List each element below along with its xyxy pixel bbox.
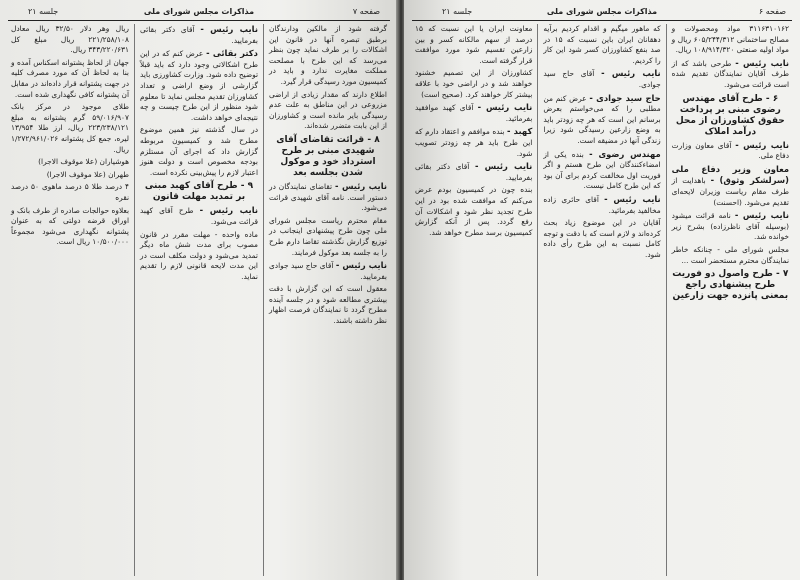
paragraph-text: معقول است که این گزارش با دقت بیشتری مطالعه شود و در جلسه آینده مطرح گردد تا نمایندگان فرصت اظهار نظر داشته باشند. [269,284,387,326]
paragraph [543,93,660,147]
paragraph [269,284,387,326]
speaker-name: نایب رئیس - [199,205,258,216]
paragraph-text: بعلاوه حوالجات صادره از طرف بانک و اوراق قرضه دولتی که به عنوان پشتوانه نگهداری می‌شود مجموعاً ۱۰/۵۰۰/۰۰۰ ریال است. [11,205,129,247]
paragraph [672,24,789,56]
paragraph [415,126,532,159]
paragraph-text: طرحی باشد که از طرف آقایان نمایندگان تقدیم شده است قرائت می‌شود. [671,58,789,89]
page-number: صفحه ۷ [352,7,380,16]
speaker-name: کهبد - [507,126,533,137]
paragraph-text: ۴ درصد طلا ۵ درصد ماهوی ۵۰ درصد نقره [11,182,129,202]
paragraph-text: آقای حاج سید جوادی. [543,69,661,89]
paragraph [11,24,129,56]
right-page [404,0,800,580]
speaker-name: نایب رئیس - [477,102,533,113]
left-page-header [8,6,390,21]
paragraph [672,164,789,208]
paragraph-text: بنده موافقم و اعتقاد دارم که این طرح باید هر چه زودتر تصویب شود. [415,127,533,158]
paragraph-text: جهان از لحاظ پشتوانه اسکناس آمده و بنا به لحاظ آن که مورد مصرف کلیه در جهت پشتوانه قرار داده‌اند در مقابل آن پشتوانه کافی نگهداری شده است. [11,57,129,99]
paragraph-text: بنده یکی از امضاءکنندگان این طرح هستم و اگر فوریت اول مخالفت کردم برای آن بود که این طرح کامل نیست. [543,149,661,191]
paragraph [415,102,532,124]
paragraph [11,182,129,203]
speaker-name: نایب رئیس - [474,161,533,172]
paragraph [140,125,258,178]
running-title: مذاکرات مجلس شورای ملی [143,7,255,16]
speaker-name: نایب رئیس - [335,260,387,271]
paragraph-text: اطلاع دارند که مقدار زیادی از اراضی مزروعی در این مناطق به علت عدم رسیدگی بایر مانده است و کشاورزان از این بابت متضرر شده‌اند. [269,89,387,131]
paragraph-text: تقاضای نمایندگان در دستور است. نامه آقای شهیدی قرائت می‌شود. [269,181,387,213]
paragraph [269,24,387,88]
paragraph [11,102,129,155]
paragraph-text: آقای حائری زاده مخالفید بفرمائید. [543,194,661,215]
paragraph-text: معاونت ایران یا این نسبت که ۱۵ درصد از سهم مالکانه کسر و بین زارعین تقسیم شود مورد موافقت قرار گرفته است. [415,24,533,65]
speaker-name: نایب رئیس - [604,193,661,204]
text-column [666,24,794,576]
paragraph-text: عرض کنم که در این طرح اشکالاتی وجود دارد که باید قبلاً توضیح داده شود. وزارت کشاورزی باید گزارشی از وضع اراضی و تعداد کشاورزان تقدیم مجلس نماید تا معلوم شود منظور از این طرح چیست و چه نتیجه‌ای خواهد داشت. [140,49,258,122]
paragraph [543,149,660,192]
text-column [134,24,263,576]
speaker-name: مهندس رضوی - [589,148,661,159]
paragraph [672,58,789,91]
paragraph-text: طلای موجود در مرکز بانک ۵۹/۰۱۶/۹۰۷ گرم پشتوانه به مبلغ ۲۲۳/۲۳۸/۱۲۱ ریال، ارز طلا ۱۳/۹۵۴ لیره، جمع کل پشتوانه ۱/۲۷۲/۹۶۱/۰۲۶ ریال. [11,102,129,154]
paragraph-text: ماده واحده - مهلت مقرر در قانون مصوب برای مدت شش ماه دیگر تمدید می‌شود و دولت مکلف است در این مدت لایحه قانونی لازم را تقدیم نماید. [140,229,258,281]
paragraph-text: بنده چون در کمیسیون بودم عرض می‌کنم که موافقت شده بود در این طرح تجدید نظر شود و اشکالات آن رفع گردد. پس از آنکه گزارش کمیسیون برسد مطرح خواهد شد. [415,185,533,237]
paragraph-text: که ماهور میگیم و اقدام کردیم برآیه دهقانان ایران باین نسبت که ۱۵ در صد بنفع کشاورزان کسر شود این کار را کردیم. [543,24,661,65]
paragraph [543,68,660,90]
paragraph-text: آقای حاج سید جوادی بفرمایید. [269,261,387,281]
speaker-name: دکتر بقائی - [206,48,258,59]
paragraph [415,161,532,183]
speaker-name: نایب رئیس - [735,57,789,68]
paragraph [672,245,789,266]
session-number: جلسه ۲۱ [28,7,59,16]
session-number: جلسه ۲۱ [442,7,473,16]
section-heading: ۷ - طرح واصول دو فوریت طرح پیشنهادی راجع بمعنی پانزده جهت زارعین [672,269,789,302]
right-columns [410,24,794,576]
paragraph [269,181,387,214]
text-column [410,24,537,576]
speaker-name: نایب رئیس - [734,210,789,221]
paragraph [415,68,532,100]
paragraph-text: مقام محترم ریاست مجلس شورای ملی چون طرح پیشنهادی اینجانب در توزیع گزارش نگذشته تقاضا دارم طرح را به جلسه بعد موکول فرمایند. [269,215,387,257]
paragraph [415,24,532,66]
speaker-name: معاون وزیر دفاع ملی (سرلشکر وثوق) - [671,163,789,186]
section-heading: ۸ - قرائت تقاضای آقای شهیدی مبنی بر طرح استرداد خود و موکول شدن بجلسه بعد [276,134,380,178]
paragraph [140,48,258,123]
paragraph-text: آقای کهبد موافقید بفرمائید. [415,103,533,123]
paragraph-text: عرض کنم من مطلبی را که می‌خواستم بعرض برسانم این است که هر چه زودتر باید به وضع زارعین رسیدگی شود زیرا زندگی آنها در مضیقه است. [543,93,661,145]
paragraph-text: آقای معاون وزارت دفاع ملی. [671,140,789,161]
paragraph [543,194,660,216]
paragraph-text: باهدایت از طرف مقام ریاست وزیران لایحه‌ای تقدیم می‌شود. (احسنت) [671,176,789,207]
paragraph [269,260,387,282]
paragraph-text: کشاورزان از این تصمیم خشنود خواهند شد و در اراضی خود با علاقه بیشتر کار خواهند کرد. (صحیح است) [415,68,533,99]
speaker-name: حاج سید جوادی - [589,92,661,103]
paragraph-text: گرفته شود از مالکین ودارندگان برطبق تبصره آنها در قانون این اشکالات را بر طرف نماید چون بنظر می‌رسد که این طرح با مصلحت مملکت مغایرت ندارد و باید در کمیسیون مورد رسیدگی قرار گیرد. [269,24,387,86]
paragraph [672,140,789,162]
text-column [263,24,392,576]
paragraph-text: طهران (علا موقوف الاجرا) [46,169,129,179]
paragraph [269,216,387,258]
paragraph [11,170,129,181]
paragraph-text: در سال گذشته نیز همین موضوع مطرح شد و کمیسیون مربوطه گزارش داد که اجرای آن مستلزم بودجه مخصوص است و دولت هنوز اعتبار لازم را پیش‌بینی نکرده است. [140,125,258,177]
paragraph-text: ۳۱۱۶۳۱۰۱۶۲ مواد ومحصولات و مصالح ساختمانی ۶۰۵/۲۴۴/۳۱۲ ریال و مواد اولیه صنعتی ۱۰۸/۹۱۴/۳۲۰ ریال. [671,24,790,55]
speaker-name: نایب رئیس - [200,24,258,34]
paragraph-text: ریال وهر دلار ۳۲/۵۰ ریال معادل ۲۲۱/۲۵۸/۱۰۸ ریال مبلغ کل ۳۴۳/۲۲۰/۶۳۱ ریال. [11,24,129,55]
paragraph-text: آقایان در این موضوع زیاد بحث کرده‌اند و لازم است که با دقت و توجه کامل نسبت به این طرح رأی داده شود. [543,218,661,259]
paragraph-text: آقای دکتر بقائی بفرمایید. [140,25,258,45]
paragraph [140,205,258,227]
left-columns [6,24,392,576]
paragraph [543,218,660,260]
paragraph-text: نامه قرائت میشود (بوسیله آقای ناظرزاده) بشرح زیر خوانده شد. [671,211,789,242]
paragraph [140,24,258,46]
paragraph-text: هوشیاران (علا موقوف الاجرا) [38,157,129,167]
page-number: صفحه ۶ [758,7,786,16]
paragraph [11,157,129,168]
text-column [537,24,665,576]
running-title: مذاکرات مجلس شورای ملی [546,7,658,16]
speaker-name: نایب رئیس - [601,68,661,79]
left-page [0,0,398,580]
paragraph [11,58,129,100]
speaker-name: نایب رئیس - [735,139,789,150]
section-heading: ۹ - طرح آقای کهبد مبنی بر تمدید مهلت قانون [144,181,254,203]
paragraph-text: مجلس شورای ملی - چنانکه خاطر نمایندگان محترم مستحضر است ... [671,244,789,265]
right-page-header [412,6,792,21]
text-column [6,24,134,576]
paragraph [269,90,387,132]
paragraph [140,230,258,283]
speaker-name: نایب رئیس - [334,180,387,191]
paragraph [672,210,789,243]
paragraph-text: طرح آقای کهبد قرائت می‌شود. [140,206,258,226]
paragraph [415,185,532,238]
paragraph [543,24,660,66]
paragraph [11,206,129,248]
paragraph-text: آقای دکتر بقائی بفرمایید. [415,162,533,182]
section-heading: ۶ - طرح آقای مهندس رضوی مبنی بر پرداخت حقوق کشاورزان از محل درآمد املاک [675,93,785,137]
